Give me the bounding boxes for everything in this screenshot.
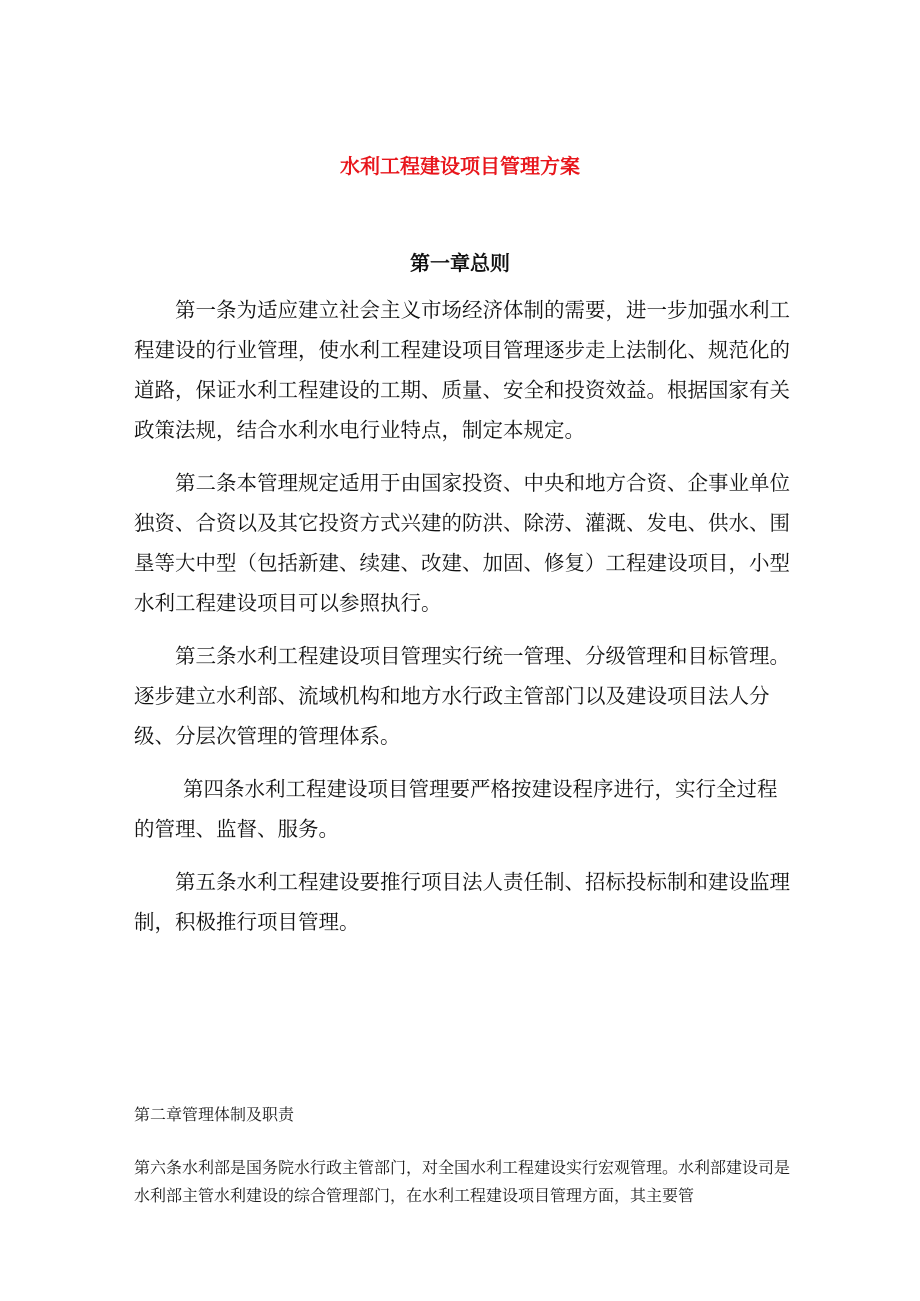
document-title: 水利工程建设项目管理方案 (340, 154, 580, 178)
article-4: 第四条水利工程建设项目管理要严格按建设程序进行，实行全过程的管理、监督、服务。 (134, 777, 778, 841)
article-3: 第三条水利工程建设项目管理实行统一管理、分级管理和目标管理。逐步建立水利部、流域机构和地方水行政主管部门以及建设项目法人分级、分层次管理的管理体系。 (134, 644, 790, 748)
chapter2-article-6: 第六条水利部是国务院水行政主管部门，对全国水利工程建设实行宏观管理。水利部建设司是水利部主管水利建设的综合管理部门，在水利工程建设项目管理方面，其主要管 (134, 1158, 791, 1205)
chapter2-section (134, 1103, 794, 1210)
chapter2-heading: 第二章管理体制及职责 (134, 1105, 295, 1124)
article-5: 第五条水利工程建设要推行项目法人责任制、招标投标制和建设监理制，积极推行项目管理。 (134, 870, 790, 934)
article-2: 第二条本管理规定适用于由国家投资、中央和地方合资、企事业单位独资、合资以及其它投资方式兴建的防洪、除涝、灌溉、发电、供水、围垦等大中型（包括新建、续建、改建、加固、修复）工程建设项目，小型水利工程建设项目可以参照执行。 (134, 471, 790, 615)
article-1: 第一条为适应建立社会主义市场经济体制的需要，进一步加强水利工程建设的行业管理，使水利工程建设项目管理逐步走上法制化、规范化的道路，保证水利工程建设的工期、质量、安全和投资效益。根据国家有关政策法规，结合水利水电行业特点，制定本规定。 (134, 298, 790, 442)
chapter1-articles (134, 290, 794, 955)
chapter1-heading: 第一章总则 (410, 251, 510, 275)
